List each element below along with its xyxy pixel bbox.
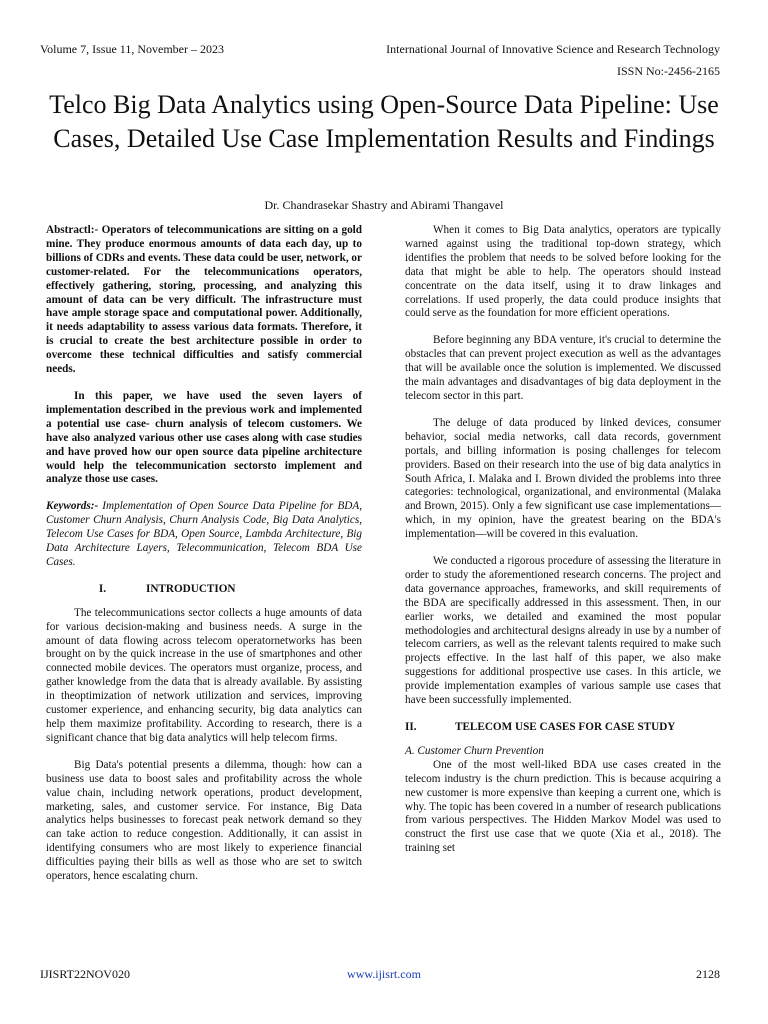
footer-website-link[interactable]: www.ijisrt.com xyxy=(347,967,421,981)
paper-authors: Dr. Chandrasekar Shastry and Abirami Thangavel xyxy=(264,198,504,212)
paper-title: Telco Big Data Analytics using Open-Source Data Pipeline: Use Cases, Detailed Use Case Implementation Results and Findings xyxy=(49,90,719,153)
section-heading-use-cases xyxy=(405,721,721,735)
section-number: II. xyxy=(405,721,417,733)
subsection-heading: A. Customer Churn Prevention xyxy=(405,744,544,757)
left-column xyxy=(46,224,362,897)
keywords-label: Keywords:- xyxy=(46,500,99,513)
abstract: Abstractl:- Operators of telecommunications are sitting on a gold mine. They produce enormous amounts of data each day, up to billions of CDRs and events. These data could be user, network, or customer-related. For the telecommunications operators, effectively gathering, storing, processing, and analyzing this amount of data can be very difficult. The infrastructure must have ample storage space and computational power. Additionally, it needs adaptability to assess various data formats. Therefore, it is crucial to create the best architecture possible in order to overcome these technical difficulties and satisfy commercial needs. xyxy=(46,224,362,376)
footer-page-number: 2128 xyxy=(696,967,720,981)
section-title: TELECOM USE CASES FOR CASE STUDY xyxy=(455,721,676,733)
right-paragraph-3: The deluge of data produced by linked devices, consumer behavior, social media networks, call data records, government portals, and billing information is posing challenges for telecom providers. Based on their research into the use of big data analytics in South Africa, I. Malaka and I. Brown divided the problems into three categories: technological, organizational, and environmental (Malaka and Brown, 2015). Only a few significant use case implementations—which, in my opinion, have the greatest bearing on the BDA's implementation—will be covered in this evaluation. xyxy=(405,416,721,541)
abstract-paragraph-2: In this paper, we have used the seven layers of implementation described in the previous work and implemented a potential use case- churn analysis of telecom customers. We have also analyzed various other use cases along with case studies and have proved how our open source data pipeline architecture would help the telecommunication sectorsto implement and analyze those use cases. xyxy=(46,389,362,486)
right-paragraph-1: When it comes to Big Data analytics, operators are typically warned against using the traditional top-down strategy, which identifies the problem that needs to be solved before looking for the data that might be able to help. The operators should instead concentrate on the data itself, using it to draw linkages and correlations. If used properly, the data could produce insights that could serve as the foundation for more efficient operations. xyxy=(405,224,721,320)
intro-paragraph-1: The telecommunications sector collects a huge amounts of data for various decision-making and business needs. A surge in the amount of data flowing across telecom operatornetworks has been brought on by the quick increase in the use of smartphones and other connected mobile devices. The operators must organize, process, and gather knowledge from the data that is already available. By assisting in theoptimization of network utilization and services, improving customer experience, and enhancing security, big data analytics can help them maximize profitability. According to research, there is a significant chance that big data analytics will help telecom firms. xyxy=(46,606,362,744)
header-journal: International Journal of Innovative Science and Research Technology xyxy=(386,42,720,56)
section-title: INTRODUCTION xyxy=(146,582,236,595)
right-paragraph-2: Before beginning any BDA venture, it's crucial to determine the obstacles that can prevent project execution as well as the advantages that will be available once the solution is implemented. We discussed the main advantages and disadvantages of big data deployment in the telecom sector in this part. xyxy=(405,334,721,402)
right-column xyxy=(405,224,721,869)
section-heading-introduction xyxy=(46,583,362,597)
right-paragraph-5: One of the most well-liked BDA use cases created in the telecom industry is the churn prediction. This is because acquiring a new customer is more expensive than keeping a current one, which is why. The topic has been covered in a number of research publications from various perspectives. The Hidden Markov Model was used to construct the first use case that we quote (Xia et al., 2018). The training set xyxy=(405,758,721,855)
intro-paragraph-2: Big Data's potential presents a dilemma, though: how can a business use data to boost sales and profitability across the whole value chain, including network operations, product development, marketing, sales, and customer service. For instance, Big Data analytics helps businesses to forecast peak network demand so they can take action to reduce congestion. Additionally, it can assist in identifying consumers who are most likely to experience financial difficulties paying their bills as well as those who are set to switch operators, hence escalating churn. xyxy=(46,758,362,883)
section-number: I. xyxy=(98,582,106,595)
header-volume: Volume 7, Issue 11, November – 2023 xyxy=(40,42,224,56)
footer-paper-id: IJISRT22NOV020 xyxy=(40,967,130,981)
keywords-text: Implementation of Open Source Data Pipeline for BDA, Customer Churn Analysis, Churn Analysis Code, Big Data Analytics, Telecom Use Cases for BDA, Open Source, Lambda Architecture, Big Data Architecture Layers, Telecommunication, Telecom BDA Use Cases. xyxy=(46,500,362,568)
keywords xyxy=(46,500,362,570)
right-paragraph-4: We conducted a rigorous procedure of assessing the literature in order to study the aforementioned research concerns. The project and data governance approaches, frameworks, and skill requirements of the BDA are specifically addressed in this assessment. Then, in our earlier works, we detailed and examined the most popular methodologies and architectural designs already in use by a number of telecom carriers, as well as the relevant talents required to make such projects effective. In the last half of this paper, we also make suggestions for additional prospective use cases. In this article, we provide implementation examples of various sample use cases that have been successfully implemented. xyxy=(405,555,721,707)
header-issn: ISSN No:-2456-2165 xyxy=(616,64,720,78)
